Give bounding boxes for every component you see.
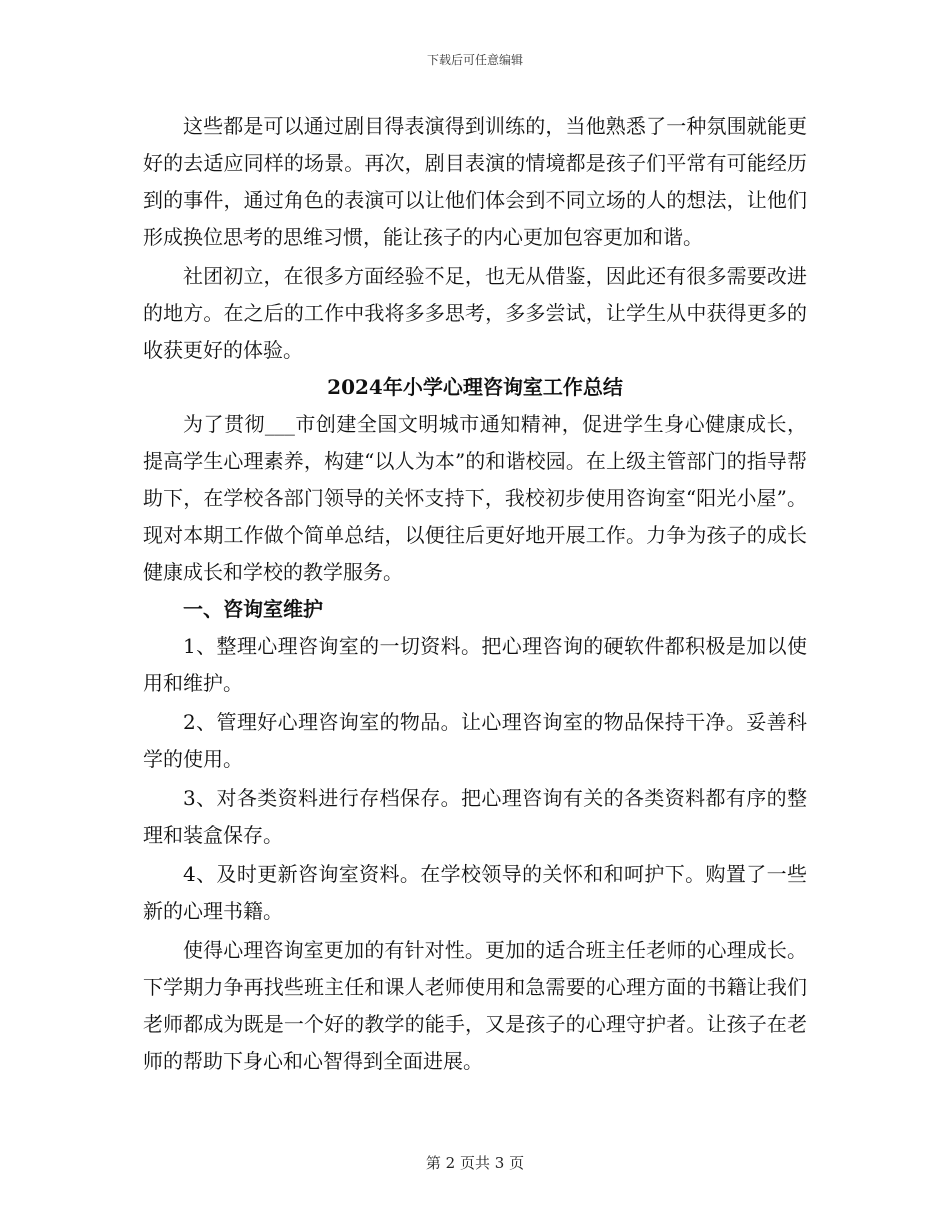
paragraph-4: 使得心理咨询室更加的有针对性。更加的适合班主任老师的心理成长。下学期力争再找些班主任和课人老师使用和急需要的心理方面的书籍让我们老师都成为既是一个好的教学的能手，又是孩子的心理守护者。让孩子在老师的帮助下身心和心智得到全面进展。	[143, 938, 807, 1073]
page-footer: 第 2 页共 3 页	[425, 1154, 525, 1172]
list-item-2: 2、管理好心理咨询室的物品。让心理咨询室的物品保持干净。妥善科学的使用。	[143, 710, 807, 771]
document-title: 2024年小学心理咨询室工作总结	[327, 375, 623, 399]
document-body	[143, 108, 807, 1080]
paragraph-2: 社团初立，在很多方面经验不足，也无从借鉴，因此还有很多需要改进的地方。在之后的工作中我将多多思考，多多尝试，让学生从中获得更多的收获更好的体验。	[143, 264, 807, 362]
paragraph-3: 为了贯彻___市创建全国文明城市通知精神，促进学生身心健康成长，提高学生心理素养，构建“以人为本”的和谐校园。在上级主管部门的指导帮助下，在学校各部门领导的关怀支持下，我校初步使用咨询室“阳光小屋”。现对本期工作做个简单总结，以便往后更好地开展工作。力争为孩子的成长健康成长和学校的教学服务。	[143, 412, 807, 584]
list-item-4: 4、及时更新咨询室资料。在学校领导的关怀和和呵护下。购置了一些新的心理书籍。	[143, 862, 807, 923]
page-header: 下载后可任意编辑	[426, 53, 523, 67]
list-item-1: 1、整理心理咨询室的一切资料。把心理咨询的硬软件都积极是加以使用和维护。	[143, 634, 807, 695]
paragraph-1: 这些都是可以通过剧目得表演得到训练的，当他熟悉了一种氛围就能更好的去适应同样的场景。再次，剧目表演的情境都是孩子们平常有可能经历到的事件，通过角色的表演可以让他们体会到不同立场的人的想法，让他们形成换位思考的思维习惯，能让孩子的内心更加包容更加和谐。	[143, 114, 807, 249]
section-heading-1: 一、咨询室维护	[183, 597, 323, 621]
list-item-3: 3、对各类资料进行存档保存。把心理咨询有关的各类资料都有序的整理和装盒保存。	[143, 786, 807, 847]
